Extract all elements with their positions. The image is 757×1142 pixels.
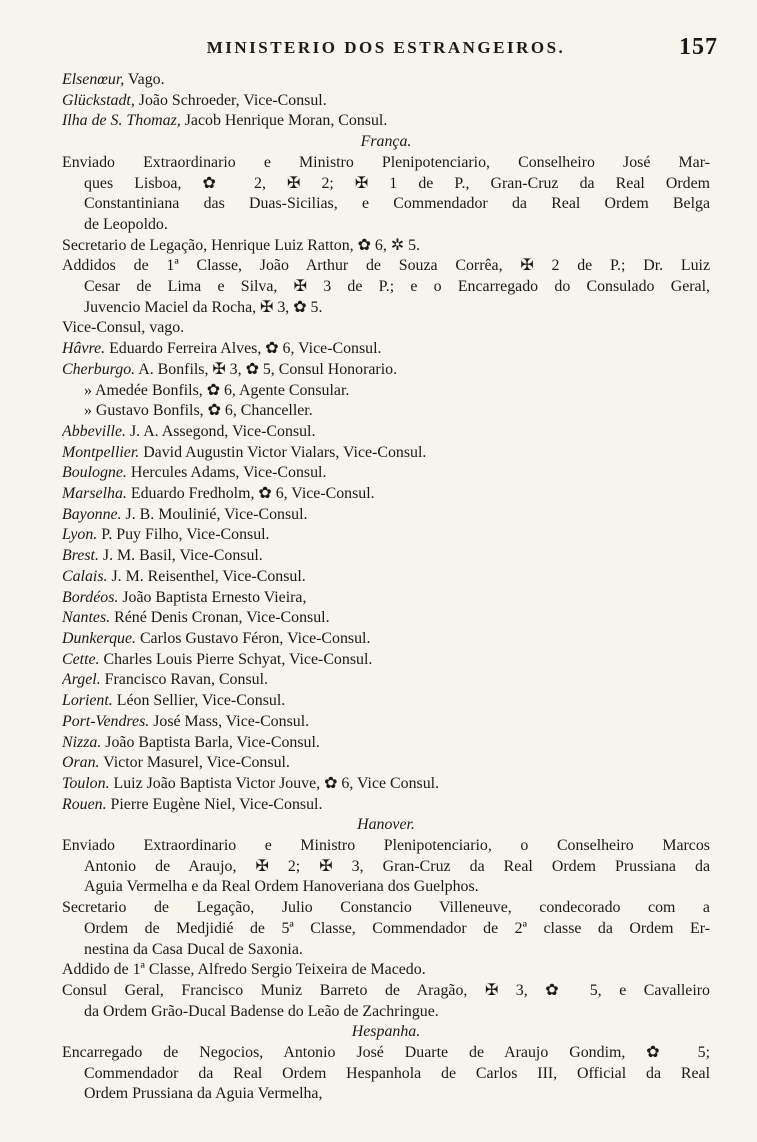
line-text: Enviado Extraordinario e Ministro Plenipotenciario, o Conselheiro Marcos <box>62 837 710 855</box>
place-name: Glückstadt, <box>62 91 135 109</box>
text-line <box>62 422 710 443</box>
line-text: Enviado Extraordinario e Ministro Plenipotenciario, Conselheiro José Mar- <box>62 153 710 171</box>
text-line <box>62 712 710 733</box>
line-text: João Baptista Barla, Vice-Consul. <box>101 733 320 751</box>
text-line <box>62 981 710 1002</box>
text-line <box>62 360 710 381</box>
text-line <box>62 381 710 402</box>
text-line <box>62 236 710 257</box>
page-header <box>62 34 718 70</box>
line-text: Hespanha. <box>351 1023 421 1041</box>
line-text: Victor Masurel, Vice-Consul. <box>99 754 290 772</box>
text-line <box>62 629 710 650</box>
text-line <box>62 505 710 526</box>
line-text: Luiz João Baptista Victor Jouve, ✿ 6, Vice Consul. <box>109 774 440 792</box>
line-text: » Amedée Bonfils, ✿ 6, Agente Consular. <box>84 381 350 399</box>
place-name: Abbeville. <box>62 422 126 440</box>
text-line <box>62 836 710 857</box>
line-text: Eduardo Fredholm, ✿ 6, Vice-Consul. <box>126 485 375 503</box>
line-text: J. M. Reisenthel, Vice-Consul. <box>107 567 306 585</box>
place-name: Bayonne. <box>62 505 122 523</box>
place-name: Nizza. <box>62 733 102 751</box>
line-text: José Mass, Vice-Consul. <box>149 712 310 730</box>
line-text: Secretario de Legação, Henrique Luiz Ratton, ✿ 6, ✲ 5. <box>62 236 420 254</box>
place-name: Elsenœur, <box>62 71 125 88</box>
text-line <box>62 733 710 754</box>
text-line <box>62 463 710 484</box>
text-line <box>62 1064 710 1085</box>
text-line <box>62 650 710 671</box>
text-line <box>62 111 710 132</box>
text-line <box>62 339 710 360</box>
line-text: Constantiniana das Duas-Sicilias, e Commendador da Real Ordem Belga <box>84 195 710 213</box>
text-line <box>62 546 710 567</box>
line-text: da Ordem Grão-Ducal Badense do Leão de Zachringue. <box>84 1002 439 1020</box>
text-line <box>62 277 710 298</box>
document-body <box>62 70 710 1105</box>
text-line <box>62 194 710 215</box>
text-line <box>62 774 710 795</box>
line-text: Addidos de 1ª Classe, João Arthur de Souza Corrêa, ✠ 2 de P.; Dr. Luiz <box>62 257 710 275</box>
line-text: Ordem de Medjidié de 5ª Classe, Commendador de 2ª classe da Ordem Er- <box>84 919 710 937</box>
text-line <box>62 256 710 277</box>
line-text: João Schroeder, Vice-Consul. <box>134 91 327 109</box>
line-text: Cesar de Lima e Silva, ✠ 3 de P.; e o Encarregado do Consulado Geral, <box>84 278 710 296</box>
line-text: Hercules Adams, Vice-Consul. <box>126 464 327 482</box>
line-text: Consul Geral, Francisco Muniz Barreto de Aragão, ✠ 3, ✿ 5, e Cavalleiro <box>62 981 710 999</box>
text-line <box>62 670 710 691</box>
place-name: Cherburgo. <box>62 360 136 378</box>
place-name: Lyon. <box>62 526 98 544</box>
place-name: Rouen. <box>62 795 107 813</box>
line-text: A. Bonfils, ✠ 3, ✿ 5, Consul Honorario. <box>135 360 398 378</box>
line-text: Ordem Prussiana da Aguia Vermelha, <box>84 1085 323 1103</box>
place-name: Cette. <box>62 650 100 668</box>
line-text: Juvencio Maciel da Rocha, ✠ 3, ✿ 5. <box>84 298 323 316</box>
line-text: Antonio de Araujo, ✠ 2; ✠ 3, Gran-Cruz da Real Ordem Prussiana da <box>84 857 710 875</box>
place-name: Lorient. <box>62 692 113 710</box>
text-line <box>62 857 710 878</box>
line-text: J. B. Moulinié, Vice-Consul. <box>121 505 308 523</box>
line-text: ques Lisboa, ✿ 2, ✠ 2; ✠ 1 de P., Gran-Cruz da Real Ordem <box>84 174 710 192</box>
text-line <box>62 318 710 339</box>
line-text: J. M. Basil, Vice-Consul. <box>98 547 263 565</box>
line-text: França. <box>360 133 412 151</box>
line-text: Aguia Vermelha e da Real Ordem Hanoveriana dos Guelphos. <box>84 878 479 896</box>
line-text: J. A. Assegond, Vice-Consul. <box>125 422 316 440</box>
line-text: Commendador da Real Ordem Hespanhola de Carlos III, Official da Real <box>84 1064 710 1082</box>
place-name: Calais. <box>62 567 108 585</box>
line-text: David Augustin Victor Vialars, Vice-Consul. <box>139 443 427 461</box>
page-title: MINISTERIO DOS ESTRANGEIROS. <box>206 38 566 57</box>
text-line <box>62 401 710 422</box>
text-line <box>62 91 710 112</box>
section-heading <box>62 1022 710 1043</box>
text-line <box>62 898 710 919</box>
text-line <box>62 795 710 816</box>
line-text: nestina da Casa Ducal de Saxonia. <box>84 940 303 958</box>
text-line <box>62 1002 710 1023</box>
place-name: Argel. <box>62 671 101 689</box>
place-name: Bordéos. <box>62 588 119 606</box>
text-line <box>62 960 710 981</box>
text-line <box>62 484 710 505</box>
place-name: Ilha de S. Thomaz, <box>62 112 181 130</box>
text-line <box>62 588 710 609</box>
document-page <box>62 34 718 1105</box>
page-number: 157 <box>679 34 718 60</box>
place-name: Brest. <box>62 547 99 565</box>
line-text: Addido de 1ª Classe, Alfredo Sergio Teixeira de Macedo. <box>62 961 426 979</box>
place-name: Toulon. <box>62 774 110 792</box>
line-text: » Gustavo Bonfils, ✿ 6, Chanceller. <box>84 402 313 420</box>
text-line <box>62 174 710 195</box>
text-line <box>62 691 710 712</box>
place-name: Nantes. <box>62 609 111 627</box>
line-text: Vice-Consul, vago. <box>62 319 185 337</box>
text-line <box>62 940 710 961</box>
line-text: Jacob Henrique Moran, Consul. <box>180 112 388 130</box>
text-line <box>62 443 710 464</box>
text-line <box>62 1084 710 1105</box>
line-text: João Baptista Ernesto Vieira, <box>118 588 307 606</box>
line-text: Carlos Gustavo Féron, Vice-Consul. <box>135 629 371 647</box>
place-name: Boulogne. <box>62 464 127 482</box>
line-text: Hanover. <box>357 816 415 834</box>
place-name: Oran. <box>62 754 100 772</box>
line-text: Francisco Ravan, Consul. <box>100 671 268 689</box>
line-text: Réné Denis Cronan, Vice-Consul. <box>110 609 330 627</box>
line-text: Encarregado de Negocios, Antonio José Duarte de Araujo Gondim, ✿ 5; <box>62 1044 710 1062</box>
line-text: Secretario de Legação, Julio Constancio Villeneuve, condecorado com a <box>62 899 710 917</box>
text-line <box>62 525 710 546</box>
line-text: P. Puy Filho, Vice-Consul. <box>97 526 270 544</box>
text-line <box>62 70 710 91</box>
text-line <box>62 753 710 774</box>
line-text: Charles Louis Pierre Schyat, Vice-Consul. <box>99 650 373 668</box>
text-line <box>62 919 710 940</box>
line-text: de Leopoldo. <box>84 215 168 233</box>
place-name: Montpellier. <box>62 443 140 461</box>
section-heading <box>62 815 710 836</box>
place-name: Hâvre. <box>62 340 106 358</box>
text-line <box>62 877 710 898</box>
place-name: Dunkerque. <box>62 629 136 647</box>
line-text: Eduardo Ferreira Alves, ✿ 6, Vice-Consul. <box>105 340 382 358</box>
place-name: Port-Vendres. <box>62 712 150 730</box>
text-line <box>62 1043 710 1064</box>
line-text: Vago. <box>124 71 165 88</box>
text-line <box>62 567 710 588</box>
text-line <box>62 608 710 629</box>
place-name: Marselha. <box>62 485 127 503</box>
text-line <box>62 298 710 319</box>
line-text: Pierre Eugène Niel, Vice-Consul. <box>106 795 323 813</box>
text-line <box>62 215 710 236</box>
text-line <box>62 153 710 174</box>
line-text: Léon Sellier, Vice-Consul. <box>112 692 286 710</box>
section-heading <box>62 132 710 153</box>
